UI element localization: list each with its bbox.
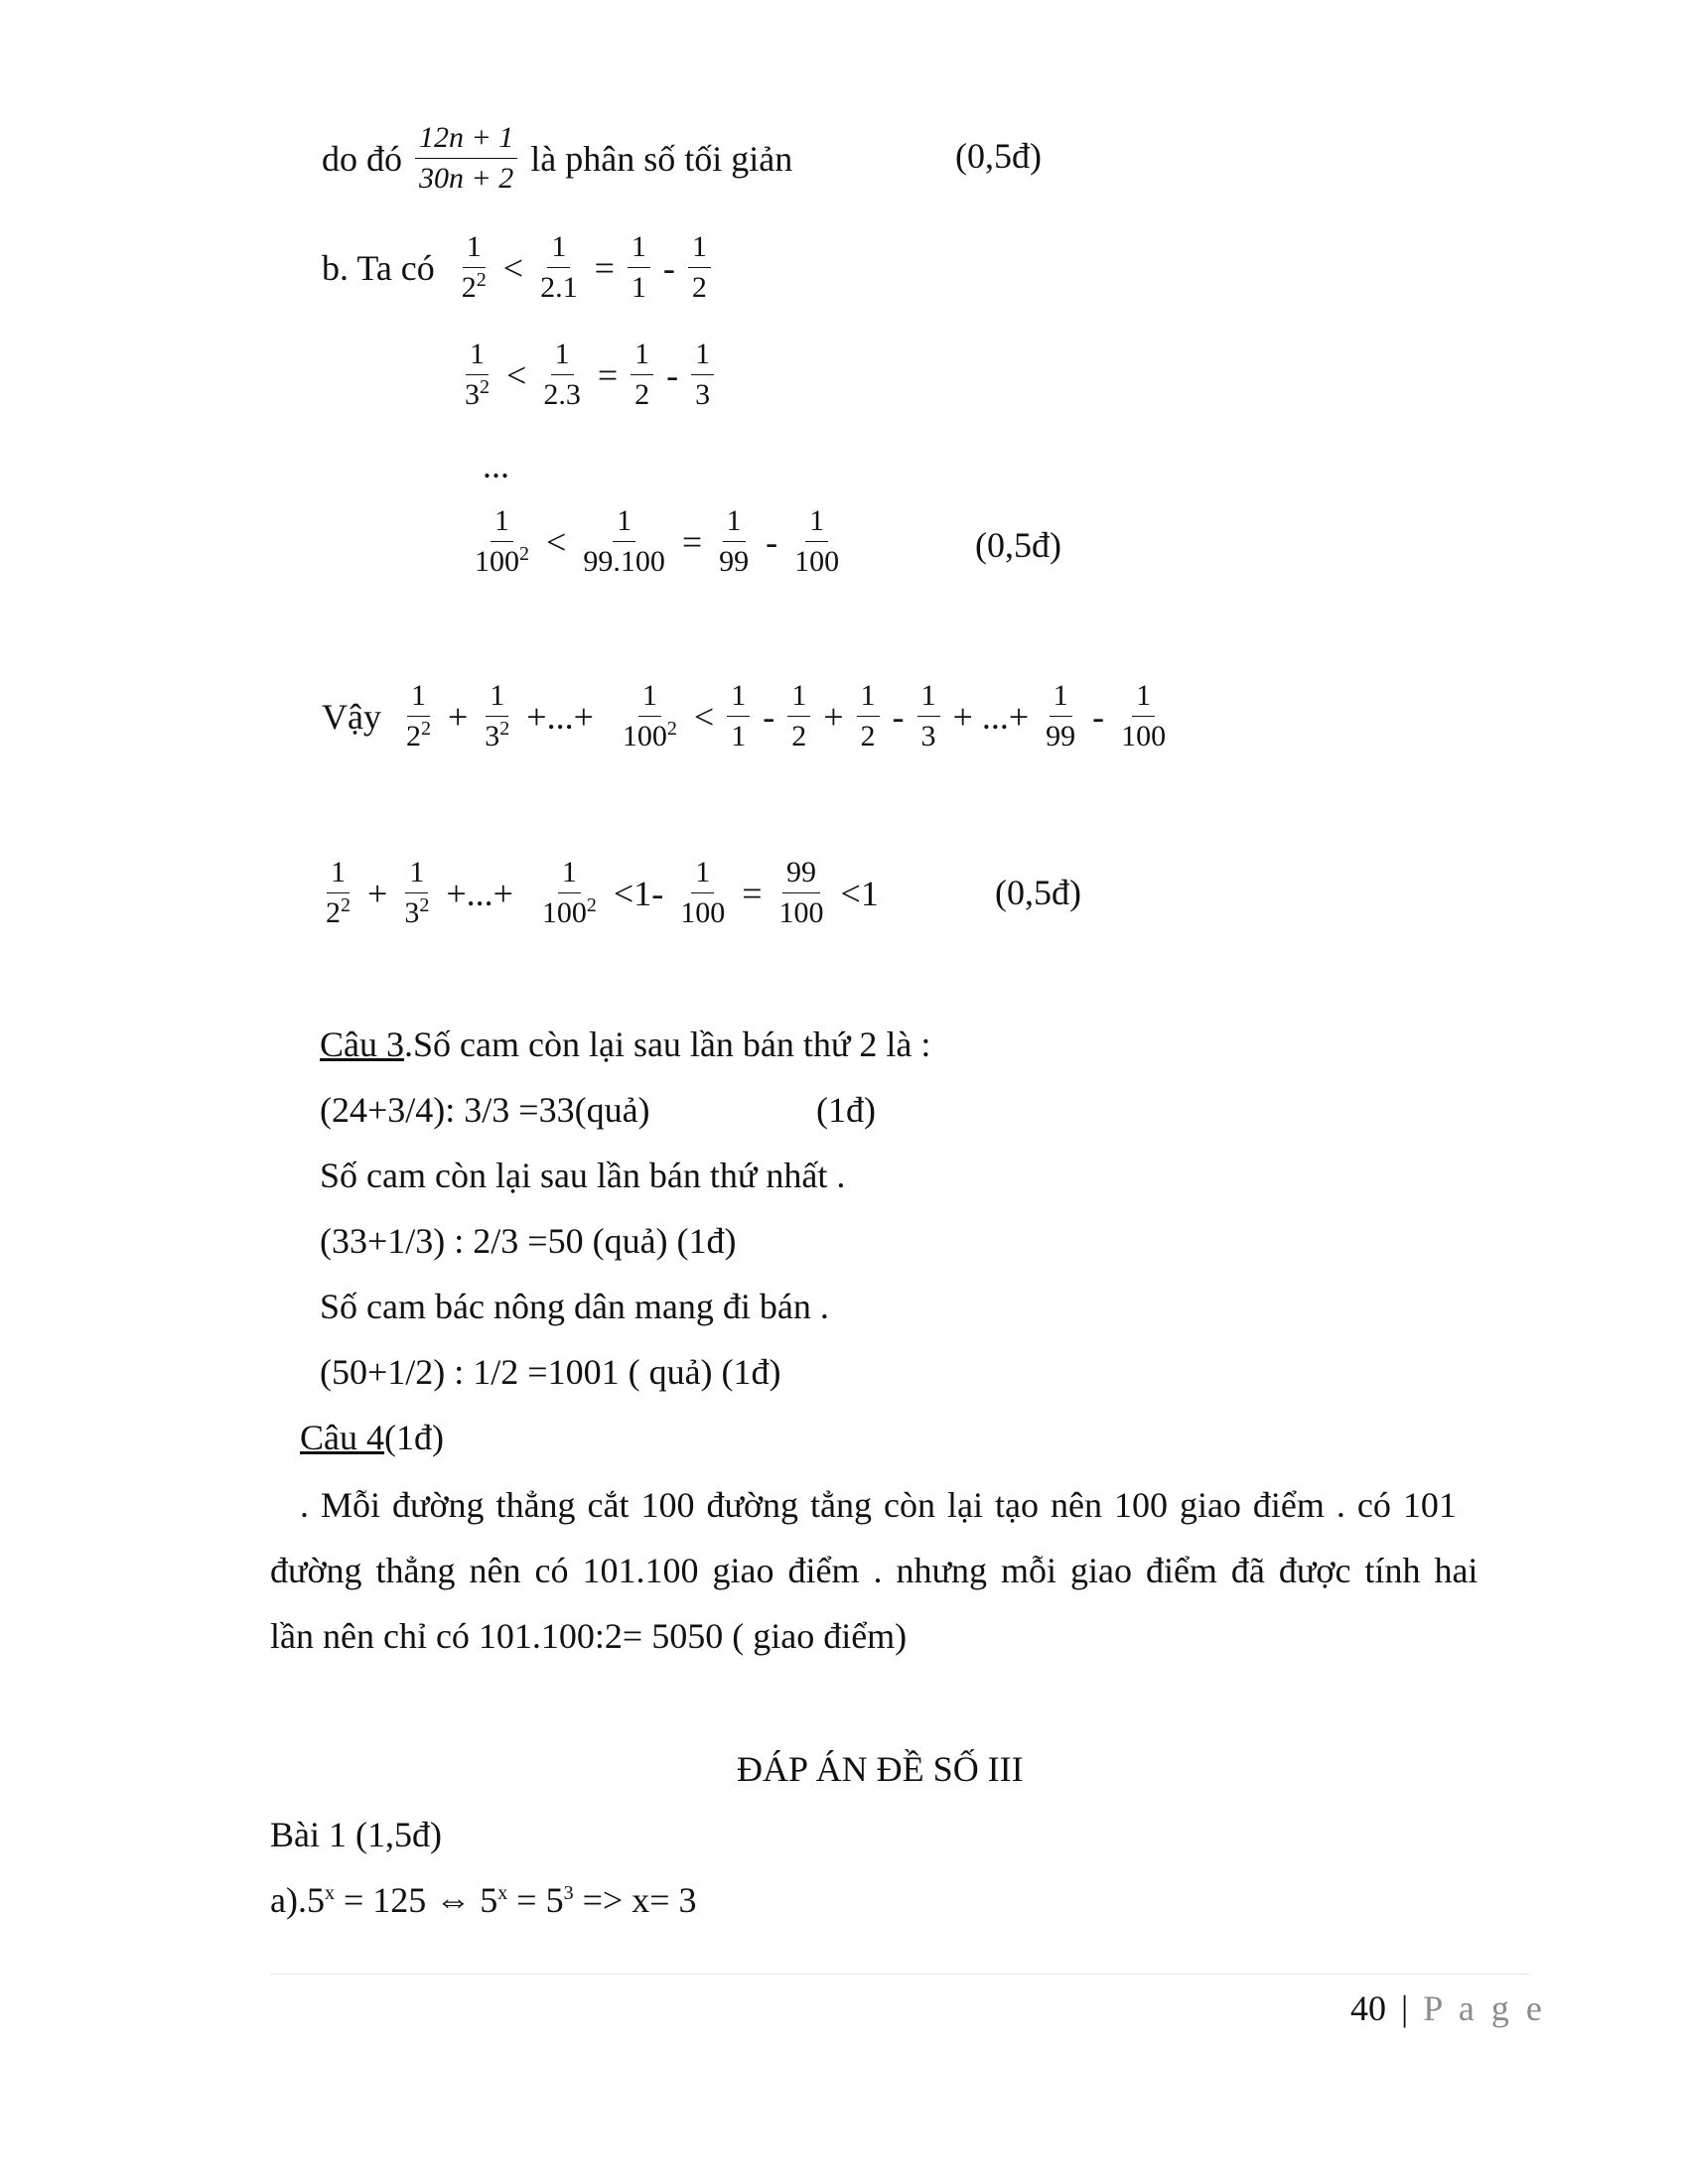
fraction: $\frac{1}{3^2}$	[465, 338, 490, 411]
part-b-row3	[469, 504, 845, 579]
fraction: $\frac{1}{100}$	[1121, 679, 1167, 752]
cau4-paragraph-line3: lần nên chỉ có 101.100:2= 5050 ( giao điểm)	[270, 1616, 908, 1656]
score-line1: (0,5đ)	[955, 136, 1042, 176]
fraction: $\frac{1}{3}$	[691, 338, 714, 412]
fraction: $\frac{1}{3^2}$	[404, 856, 430, 929]
score-row3: (0,5đ)	[975, 525, 1061, 565]
fraction: $\frac{1}{2}$	[857, 679, 880, 753]
less-than: <	[506, 354, 527, 395]
cau4-paragraph-line2: đường thẳng nên có 101.100 giao điểm . nhưng mỗi giao điểm đã được tính hai	[270, 1551, 1478, 1590]
fraction: $\frac{1}{2}$	[787, 679, 810, 753]
less-than: <	[502, 247, 524, 288]
page-footer	[1350, 1987, 1546, 2029]
fraction: $\frac{1}{99.100}$	[583, 504, 665, 578]
fraction: $\frac{1}{2}$	[688, 230, 711, 305]
minus: -	[892, 696, 905, 737]
fraction: $\frac{1}{1}$	[628, 230, 650, 305]
cau3-line2: Số cam còn lại sau lần bán thứ nhất .	[320, 1156, 846, 1195]
page-number: 40	[1350, 1988, 1386, 2028]
part-b-label: b. Ta có	[322, 247, 435, 288]
equals: =	[594, 247, 615, 288]
cau3-title	[320, 1023, 930, 1066]
cau3-line1-text: (24+3/4): 3/3 =33(quả)	[320, 1090, 650, 1130]
bai1-a-mid: = 125 ⇔ 5	[334, 1880, 498, 1920]
cau3-title-text: .Số cam còn lại sau lần bán thứ 2 là :	[404, 1024, 931, 1064]
bai1-a-exp2: x	[497, 1882, 508, 1904]
equals: =	[681, 521, 703, 562]
cau4-paragraph-line1: . Mỗi đường thẳng cắt 100 đường tẳng còn lại tạo nên 100 giao điểm . có 101	[300, 1485, 1457, 1525]
cau3-line4: Số cam bác nông dân mang đi bán .	[320, 1287, 829, 1326]
cau4-title	[300, 1416, 444, 1459]
less-than-one-minus: <1-	[613, 873, 664, 913]
cau3-label: Câu 3	[320, 1024, 404, 1064]
cau4-label: Câu 4	[300, 1418, 384, 1457]
dots: +...+	[446, 873, 513, 913]
cau3-line3: (33+1/3) : 2/3 =50 (quả) (1đ)	[320, 1221, 737, 1261]
bai1-a-tail: => x= 3	[573, 1880, 697, 1920]
part-b-row2	[459, 338, 716, 412]
fraction: $\frac{1}{100^2}$	[541, 856, 597, 929]
conclusion-line	[320, 856, 881, 930]
equals: =	[742, 873, 763, 913]
dots: + ...+	[952, 696, 1030, 737]
fraction: $\frac{1}{2^2}$	[461, 230, 487, 304]
less-than: <	[546, 521, 567, 562]
fraction: $\frac{1}{99}$	[719, 504, 750, 578]
plus: +	[447, 696, 469, 737]
minus: -	[1092, 696, 1105, 737]
score-conclusion: (0,5đ)	[995, 873, 1081, 912]
bai1-label: Bài 1 (1,5đ)	[270, 1815, 442, 1854]
minus: -	[763, 696, 775, 737]
footer-rule	[270, 1974, 1529, 1975]
fraction-12n-30n: $\frac{12n + 1}{30n + 2}$	[415, 121, 517, 196]
ellipsis: ...	[483, 446, 509, 485]
less-than: <	[693, 696, 715, 737]
fraction: $\frac{1}{100}$	[794, 504, 840, 578]
cau3-line5: (50+1/2) : 1/2 =1001 ( quả) (1đ)	[320, 1352, 781, 1392]
fraction: $\frac{1}{2.3}$	[543, 338, 581, 411]
part-b-row1	[320, 230, 713, 305]
plus: +	[367, 873, 388, 913]
fraction: $\frac{99}{100}$	[778, 856, 824, 929]
dots: +...+	[526, 696, 594, 737]
fraction: $\frac{1}{2.1}$	[540, 230, 578, 304]
bai1-a-exp3: 3	[563, 1882, 574, 1904]
bai1-a-exp: x	[324, 1882, 335, 1904]
minus: -	[766, 521, 778, 562]
bai1-a-prefix: a).5	[270, 1880, 325, 1920]
plus: +	[823, 696, 844, 737]
text-do-do: do đó	[322, 138, 402, 179]
less-than-one: <1	[840, 873, 879, 913]
fraction: $\frac{1}{1}$	[727, 679, 750, 753]
vay-label: Vậy	[322, 696, 381, 737]
footer-separator: |	[1401, 1988, 1409, 2028]
fraction: $\frac{1}{100}$	[680, 856, 726, 929]
cau3-line1-score: (1đ)	[816, 1090, 876, 1130]
text-phan-so-toi-gian: là phân số tối giản	[530, 138, 793, 179]
fraction: $\frac{1}{2}$	[631, 338, 653, 412]
equals: =	[597, 354, 619, 395]
bai1-a	[270, 1878, 697, 1922]
bai1-a-mid2: = 5	[507, 1880, 564, 1920]
minus: -	[662, 247, 675, 288]
minus: -	[666, 354, 679, 395]
fraction: $\frac{1}{2^2}$	[405, 679, 431, 752]
fraction: $\frac{1}{99}$	[1046, 679, 1076, 752]
fraction: $\frac{1}{100^2}$	[622, 679, 677, 752]
vay-line	[320, 679, 1172, 753]
page-word: P a g e	[1423, 1988, 1546, 2028]
cau4-score: (1đ)	[384, 1418, 444, 1457]
answer-heading: ĐÁP ÁN ĐỀ SỐ III	[737, 1749, 1024, 1789]
fraction: $\frac{1}{3}$	[917, 679, 940, 753]
fraction: $\frac{1}{100^2}$	[475, 504, 529, 578]
line-do-do	[320, 121, 794, 196]
cau3-line1	[320, 1088, 650, 1132]
fraction: $\frac{1}{2^2}$	[326, 856, 351, 929]
fraction: $\frac{1}{3^2}$	[485, 679, 510, 752]
